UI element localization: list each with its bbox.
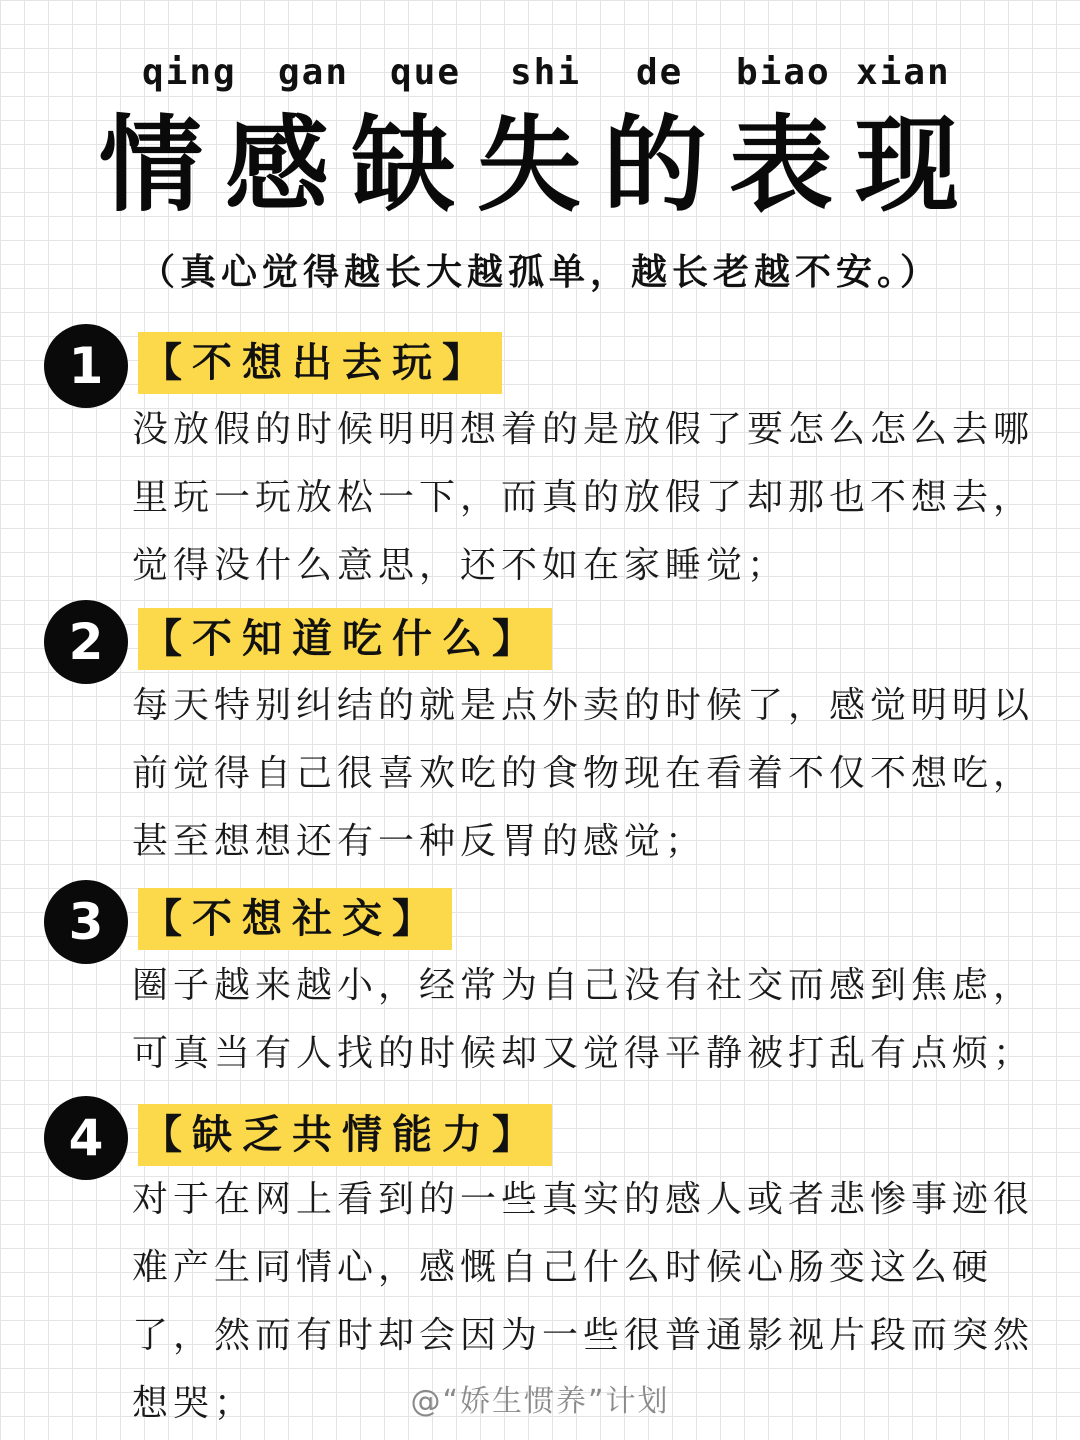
- section-heading: 【不想出去玩】: [138, 332, 502, 394]
- pinyin-syllable: biao: [736, 52, 831, 93]
- pinyin-syllable: qing: [142, 52, 237, 93]
- page-title: 情感缺失的表现: [98, 104, 981, 226]
- section-heading: 【不知道吃什么】: [138, 608, 552, 670]
- pinyin-row: [120, 52, 960, 102]
- section-heading: 【不想社交】: [138, 888, 452, 950]
- pinyin-syllable: shi: [510, 52, 582, 93]
- pinyin-syllable: xian: [856, 52, 951, 93]
- section-body: 每天特别纠结的就是点外卖的时候了，感觉明明以前觉得自己很喜欢吃的食物现在看着不仅不想吃，甚至想想还有一种反胃的感觉；: [132, 685, 1035, 862]
- pinyin-syllable: de: [636, 52, 684, 93]
- section-number-badge: 2: [44, 600, 128, 684]
- section-number-badge: 4: [44, 1096, 128, 1180]
- section-body: 没放假的时候明明想着的是放假了要怎么怎么去哪里玩一玩放松一下，而真的放假了却那也不想去，觉得没什么意思，还不如在家睡觉；: [132, 409, 1035, 586]
- pinyin-syllable: gan: [278, 52, 350, 93]
- section-heading: 【缺乏共情能力】: [138, 1104, 552, 1166]
- pinyin-syllable: que: [390, 52, 462, 93]
- section-number-badge: 3: [44, 880, 128, 964]
- watermark: @“娇生惯养”计划: [410, 1384, 670, 1419]
- section-number-badge: 1: [44, 324, 128, 408]
- page-subtitle: （真心觉得越长大越孤单，越长老越不安。）: [138, 251, 941, 293]
- section-body: 对于在网上看到的一些真实的感人或者悲惨事迹很难产生同情心，感慨自己什么时候心肠变这么硬了，然而有时却会因为一些很普通影视片段而突然想哭；: [132, 1179, 1035, 1424]
- section-body: 圈子越来越小，经常为自己没有社交而感到焦虑，可真当有人找的时候却又觉得平静被打乱有点烦；: [132, 965, 1035, 1074]
